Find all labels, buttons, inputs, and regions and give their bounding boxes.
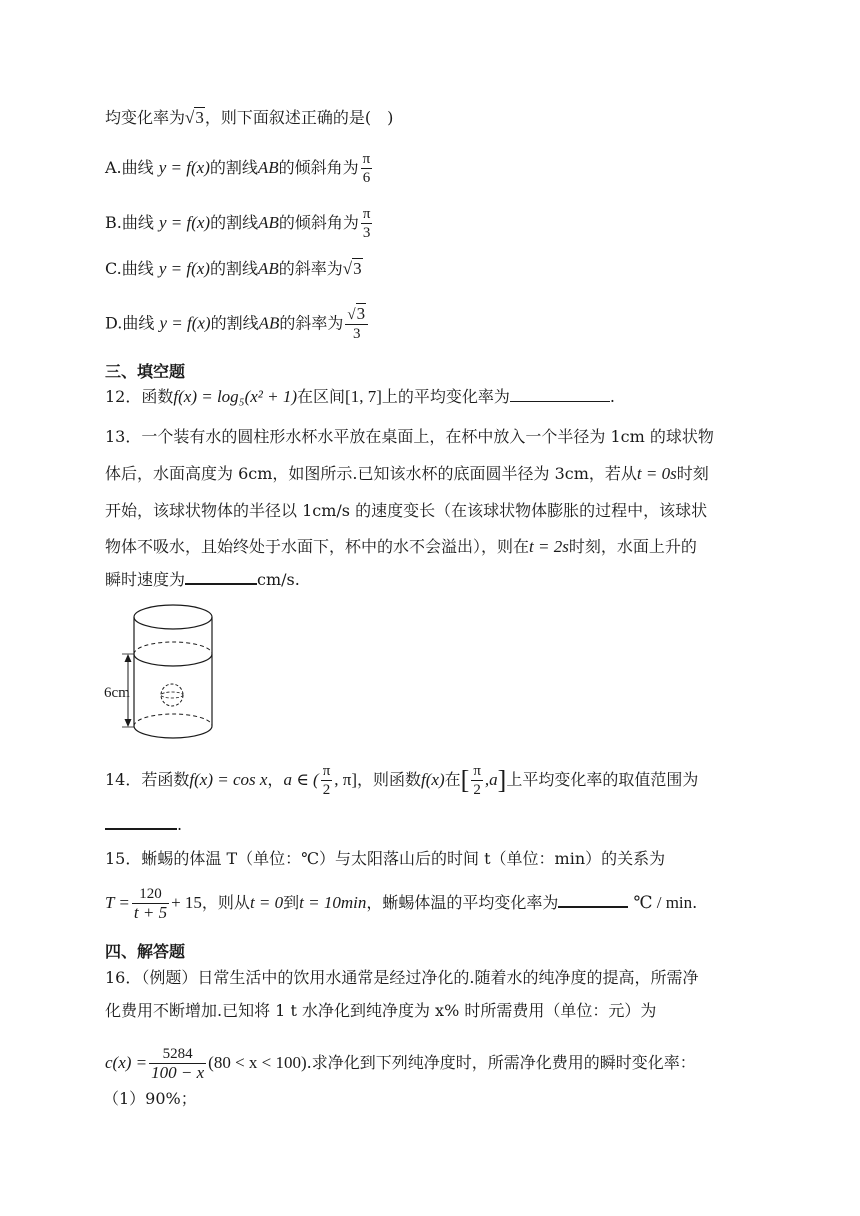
q16-line-2	[105, 1000, 656, 1022]
segment-ab: AB	[258, 313, 280, 333]
answer-fraction: $\frac{\pi}{3}$	[362, 206, 371, 241]
q15-line-2	[105, 885, 697, 922]
q11-stem	[105, 107, 393, 129]
a-range-close: , π]	[334, 770, 358, 789]
q13-text: 时刻	[676, 464, 709, 483]
curve-expr: y = f(x)	[158, 259, 210, 278]
cost-fraction: $\frac{5284}{100 - x}$	[151, 1046, 205, 1082]
option-tail: 的倾斜角为	[278, 158, 359, 177]
question-number: 13．	[105, 427, 142, 446]
period: .	[692, 893, 698, 912]
segment-ab: AB	[258, 213, 279, 232]
answer-fraction: $\frac{\pi}{6}$	[362, 151, 371, 186]
q13-line-1	[105, 426, 714, 448]
option-label: D.曲线	[105, 313, 155, 333]
q16-line-1	[105, 967, 698, 989]
q11-option-a[interactable]	[105, 150, 374, 187]
plus-15: + 15	[171, 893, 202, 912]
q11-option-d[interactable]	[105, 305, 370, 343]
q11-option-b[interactable]	[105, 205, 374, 242]
q14-text: 上平均变化率的取值范围为	[506, 770, 699, 789]
q11-stem-tail: 均变化率为	[105, 108, 186, 127]
q14-text: ，则函数	[357, 770, 422, 789]
q14-function: f(x) = cos x	[189, 770, 268, 789]
option-text: 的割线	[210, 313, 259, 333]
answer-sqrt: √3	[342, 259, 362, 278]
t0-expr: t = 0	[249, 893, 284, 912]
q13-text: 物体不吸水，且始终处于水面下，杯中的水不会溢出），则在	[105, 537, 530, 556]
q13-text: 时刻，水面上升的	[568, 537, 697, 556]
arrow-head-up	[125, 654, 132, 662]
cup-bottom-back	[134, 714, 212, 726]
cup-top-rim	[134, 605, 212, 629]
q15-line-1	[105, 848, 665, 870]
arrow-head-down	[125, 719, 132, 727]
answer-blank[interactable]	[105, 828, 177, 830]
q16-text: 化费用不断增加.已知将 1 t 水净化到纯净度为 x% 时所需费用（单位：元）为	[105, 1001, 657, 1020]
right-bracket: ]	[497, 765, 507, 795]
sqrt-symbol: √3	[185, 108, 204, 127]
option-tail: 的斜率为	[279, 313, 344, 333]
q12-text: 函数	[141, 387, 174, 406]
option-text: 的割线	[209, 158, 258, 177]
q16-text: （例题）日常生活中的饮用水通常是经过净化的.随着水的纯净度的提高，所需净	[141, 968, 699, 987]
period: .	[609, 387, 615, 406]
q13-line-2	[105, 463, 709, 485]
curve-expr: y = f(x)	[158, 158, 210, 177]
pi-over-2: $\frac{\pi}{2}$	[473, 763, 481, 798]
option-text: 的割线	[210, 213, 259, 232]
q15-text: ，则从	[201, 893, 250, 912]
q13-line-4	[105, 536, 697, 558]
pi-over-2: $\frac{\pi}{2}$	[322, 763, 331, 798]
section-heading-answer: 四、解答题	[105, 942, 186, 961]
q14-text: 在	[444, 770, 461, 789]
fx-expr: f(x)	[421, 770, 445, 789]
q13-text: 开始，该球状物体的半径以 1cm/s 的速度变长（在该球状物体膨胀的过程中，该球状	[105, 501, 708, 520]
q13-text: 瞬时速度为	[105, 570, 186, 589]
segment-ab: AB	[257, 259, 279, 278]
q14: 14．若函数f(x) = cos x，a ∈ ( $\frac{\pi}{2}$ , π]，则函数f(x)在[ $\frac{\pi}{2}$ ,a]上平均变化率的取值范围为	[105, 763, 699, 798]
q13-line-3	[105, 500, 707, 522]
water-surface-back	[134, 642, 212, 654]
ball-sphere	[161, 684, 183, 706]
unit: ℃ / min	[633, 893, 693, 912]
c-expr: c(x) =	[105, 1053, 148, 1072]
q12-function: f(x) = log₅(x² + 1)	[173, 387, 298, 406]
q12	[105, 386, 615, 408]
option-text: 的割线	[209, 259, 258, 278]
time-expr: t = 2s	[529, 537, 569, 556]
water-surface-front	[134, 654, 212, 666]
option-label: B.曲线	[105, 213, 154, 232]
cup-bottom-front	[134, 726, 212, 738]
question-number: 15．	[105, 849, 142, 868]
q14-text: 若函数	[141, 770, 190, 789]
q15-text: 蜥蜴的体温 T（单位：℃）与太阳落山后的时间 t（单位：min）的关系为	[141, 849, 666, 868]
a-range-open: a ∈ (	[283, 770, 319, 789]
q14-answer-line	[105, 814, 182, 836]
question-number: 12．	[105, 387, 142, 406]
answer-fraction: $\frac{√3}{3}$	[345, 305, 368, 343]
curve-expr: y = f(x)	[159, 313, 211, 333]
q15-text: 到	[283, 893, 300, 912]
option-label: C.曲线	[105, 259, 154, 278]
q13-text: 体后，水面高度为 6cm，如图所示.已知该水杯的底面圆半径为 3cm，若从	[105, 464, 637, 483]
time-expr: t = 0s	[636, 464, 677, 483]
domain: (80 < x < 100)	[208, 1053, 307, 1072]
question-number: 14．	[105, 770, 142, 789]
question-number: 16．	[105, 968, 142, 987]
q13-text: 一个装有水的圆柱形水杯水平放在桌面上，在杯中放入一个半径为 1cm 的球状物	[141, 427, 714, 446]
option-tail: 的斜率为	[278, 259, 343, 278]
answer-blank[interactable]	[558, 906, 628, 908]
period: .	[177, 815, 183, 834]
height-label: 6cm	[104, 685, 130, 701]
answer-blank[interactable]	[185, 583, 257, 585]
q13-line-5	[105, 569, 300, 591]
option-tail: 的倾斜角为	[278, 213, 359, 232]
left-bracket: [	[460, 765, 470, 795]
cylinder-cup-figure	[100, 600, 220, 742]
section-heading-fill-blank: 三、填空题	[105, 362, 186, 381]
option-label: A.曲线	[105, 158, 154, 177]
q16-part-1	[103, 1088, 197, 1110]
q16-text: .求净化到下列纯净度时，所需净化费用的瞬时变化率：	[306, 1053, 696, 1072]
q16-part: （1）90%；	[103, 1089, 197, 1108]
q12-text: 在区间	[297, 387, 346, 406]
temp-fraction: $\frac{120}{t + 5}$	[133, 886, 168, 922]
q16-line-3	[105, 1045, 696, 1082]
a-var: a	[489, 770, 498, 789]
q13-text: cm/s.	[257, 570, 300, 589]
q11-option-c[interactable]	[105, 258, 363, 280]
segment-ab: AB	[257, 158, 279, 177]
answer-blank[interactable]	[510, 401, 610, 402]
T-expr: T =	[105, 893, 130, 912]
q12-text: 上的平均变化率为	[381, 387, 510, 406]
curve-expr: y = f(x)	[158, 213, 211, 232]
t10-expr: t = 10min	[299, 893, 367, 912]
q12-interval: [1, 7]	[345, 387, 382, 406]
ball-equator	[161, 692, 183, 698]
q11-stem-end: ，则下面叙述正确的是( )	[204, 108, 394, 127]
q15-text: ，蜥蜴体温的平均变化率为	[366, 893, 559, 912]
